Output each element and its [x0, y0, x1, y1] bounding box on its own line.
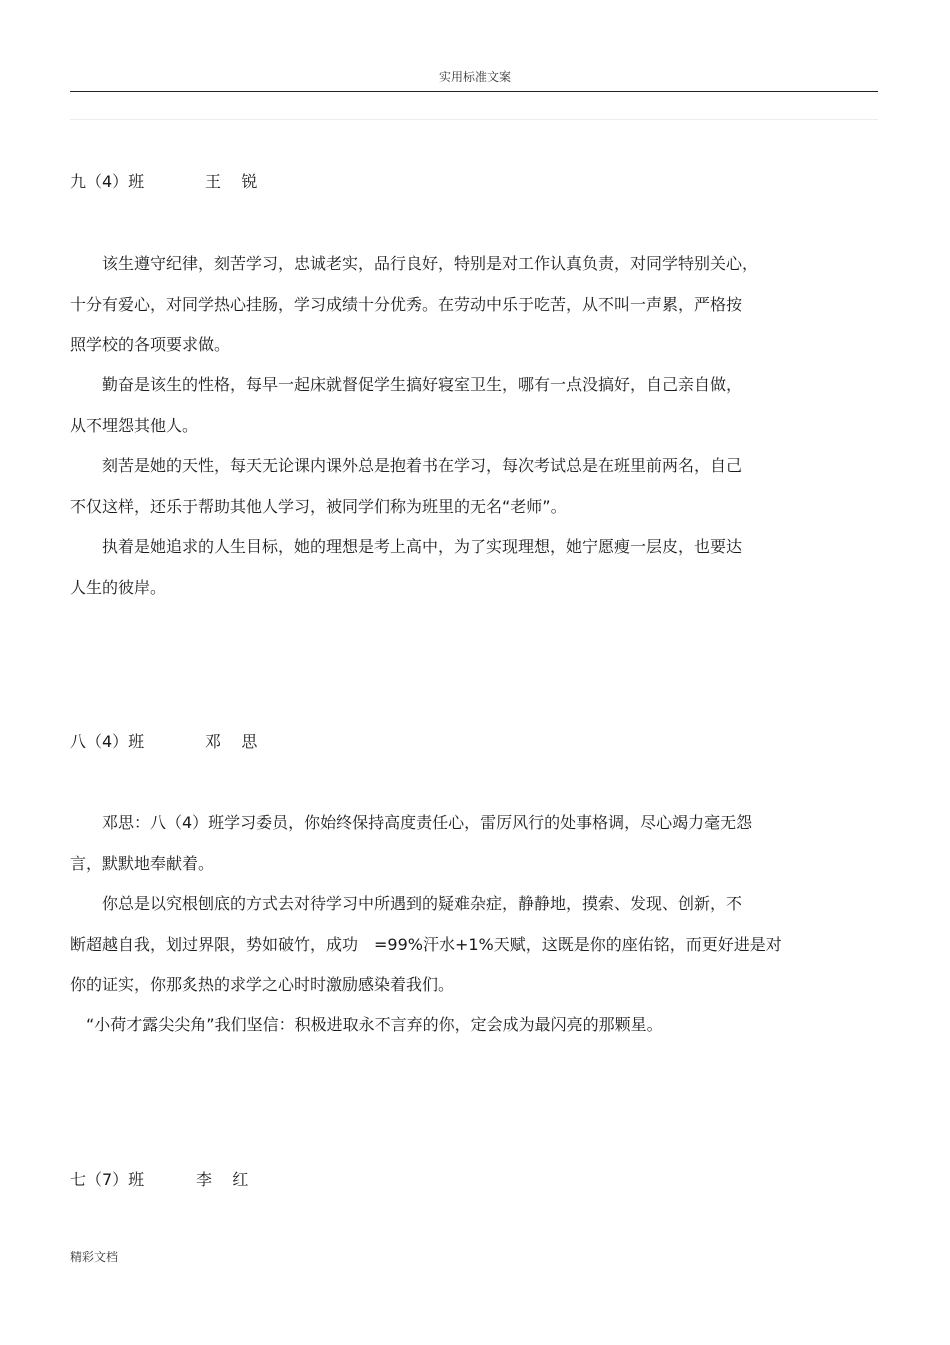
- class-label: 八（4）班: [70, 732, 145, 751]
- paragraph-line: 你总是以究根刨底的方式去对待学习中所遇到的疑难杂症，静静地，摸索、发现、创新，不: [70, 894, 743, 913]
- paragraph-line: “小荷才露尖尖角”我们坚信：积极进取永不言弃的你，定会成为最闪亮的那颗星。: [70, 1015, 663, 1034]
- class-label: 九（4）班: [70, 172, 145, 191]
- paragraph-line: 邓思：八（4）班学习委员，你始终保持高度责任心，雷厉风行的处事格调，尽心竭力毫无怨: [70, 813, 753, 832]
- paragraph-line: 从不埋怨其他人。: [70, 415, 199, 435]
- student-name: 邓 思: [205, 732, 258, 751]
- header-divider-faint: [70, 119, 878, 120]
- paragraph: [70, 244, 870, 366]
- paragraph-line: 断超越自我，划过界限，势如破竹，成功 =99%汗水+1%天赋，这既是你的座佑铭，而更好进是对: [70, 934, 782, 954]
- paragraph: [70, 365, 870, 446]
- paragraph-line: 勤奋是该生的性格，每早一起床就督促学生搞好寝室卫生，哪有一点没搞好，自己亲自做，: [70, 375, 743, 394]
- paragraph-line: 刻苦是她的天性，每天无论课内课外总是抱着书在学习，每次考试总是在班里前两名，自己: [70, 456, 743, 475]
- section-heading: [70, 171, 258, 193]
- paragraph-line: 照学校的各项要求做。: [70, 335, 231, 354]
- class-label: 七（7）班: [70, 1170, 145, 1189]
- paragraph: [70, 803, 870, 884]
- paragraph: [70, 446, 870, 527]
- paragraph-line: 该生遵守纪律，刻苦学习，忠诚老实，品行良好，特别是对工作认真负责，对同学特别关心，: [70, 254, 759, 273]
- section-heading: [70, 731, 258, 753]
- paragraph-line: 执着是她追求的人生目标，她的理想是考上高中，为了实现理想，她宁愿瘦一层皮，也要达: [70, 537, 743, 556]
- paragraph-line: 你的证实，你那炙热的求学之心时时激励感染着我们。: [70, 975, 455, 994]
- paragraph: [70, 884, 870, 1006]
- page-footer: 精彩文档: [70, 1250, 119, 1264]
- paragraph: [70, 1005, 870, 1046]
- paragraph-line: 人生的彼岸。: [70, 577, 167, 597]
- paragraph-line: 言，默默地奉献着。: [70, 853, 215, 873]
- page-header-title: 实用标准文案: [438, 70, 511, 84]
- paragraph: [70, 527, 870, 608]
- student-name: 李 红: [196, 1170, 249, 1189]
- paragraph-line: 十分有爱心，对同学热心挂肠，学习成绩十分优秀。在劳动中乐于吃苦，从不叫一声累，严格按: [70, 294, 743, 314]
- header-divider: [70, 91, 878, 92]
- section-heading: [70, 1169, 249, 1191]
- paragraph-line: 不仅这样，还乐于帮助其他人学习，被同学们称为班里的无名“老师”。: [70, 496, 567, 516]
- student-name: 王 锐: [205, 172, 258, 191]
